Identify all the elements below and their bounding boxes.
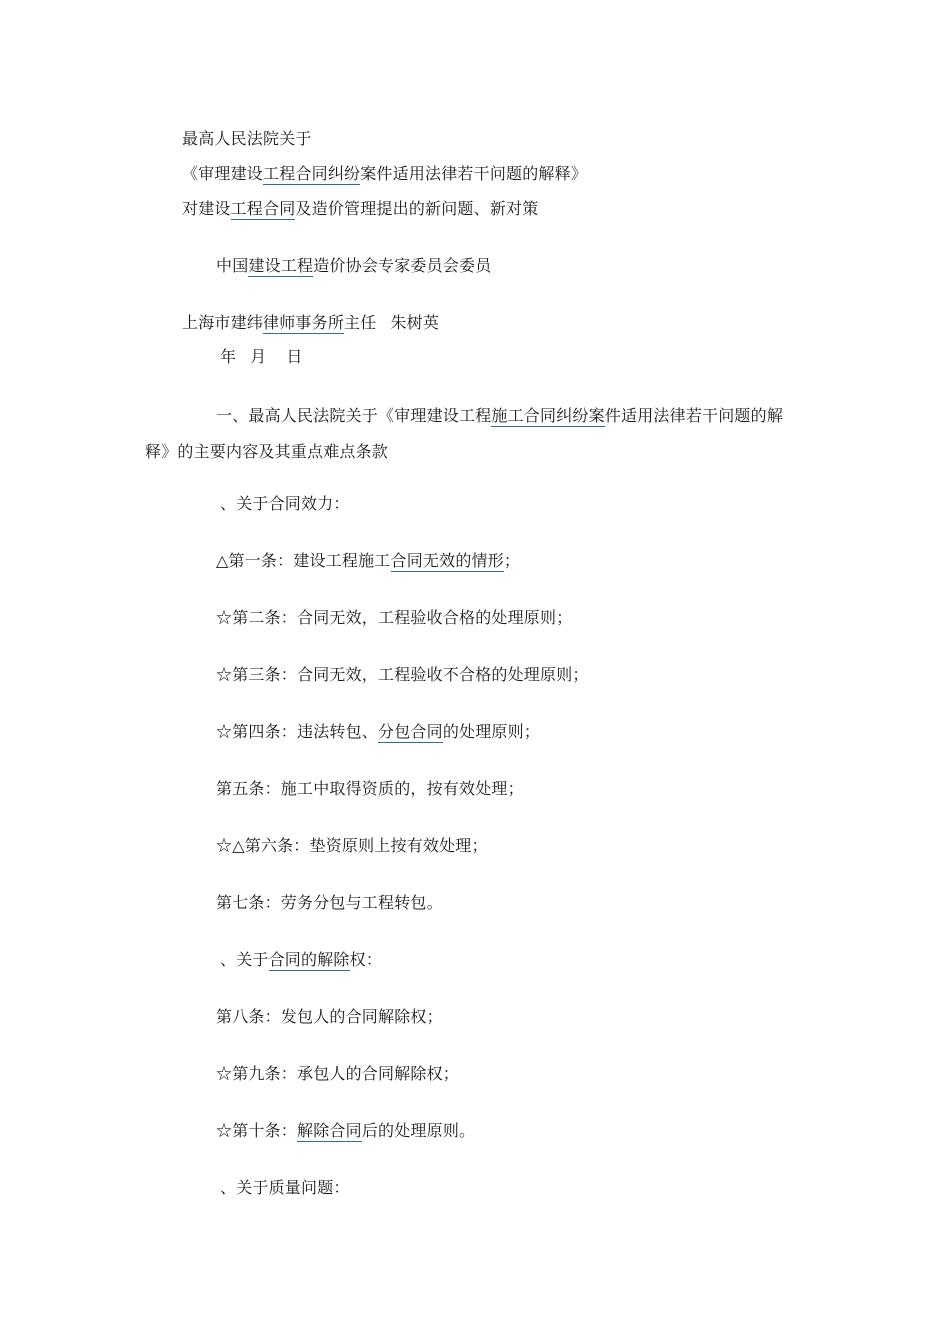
date-year: 年 [220, 347, 237, 366]
text: ； [503, 551, 521, 570]
text: 上海市建纬 [182, 313, 264, 332]
article-10 [216, 1120, 475, 1142]
doc-title-line-1 [182, 128, 312, 150]
link-contract-termination[interactable]: 合同的解除 [268, 950, 350, 969]
author-name: 朱树英 [390, 313, 440, 332]
link-terminate-contract[interactable]: 解除合同 [297, 1121, 362, 1140]
text: 的处理原则； [442, 722, 541, 741]
author-line [182, 312, 439, 334]
text: 一、最高人民法院关于《审理建设工程 [216, 406, 492, 425]
text: 造价协会专家委员会委员 [313, 256, 492, 275]
text: 及造价管理提出的新问题、新对策 [295, 199, 539, 218]
text: 中国 [216, 256, 249, 275]
article-3 [216, 664, 589, 686]
article-5 [216, 778, 524, 800]
text: 、关于 [220, 950, 269, 969]
text: 主任 [344, 313, 377, 332]
text: 第五条：施工中取得资质的，按有效处理； [216, 779, 524, 798]
link-contract-invalid-cases[interactable]: 合同无效的情形 [390, 551, 504, 570]
article-7 [216, 892, 443, 914]
article-9 [216, 1063, 459, 1085]
text: ☆第三条：合同无效，工程验收不合格的处理原则； [216, 665, 589, 684]
text: 案件适用法律若干问题的解释》 [360, 164, 588, 183]
author-affiliation [216, 255, 491, 277]
text: 《审理建设 [182, 164, 264, 183]
doc-title-line-3 [182, 198, 538, 220]
text: ☆第十条： [216, 1121, 298, 1140]
date-line [220, 346, 303, 368]
text: ☆第九条：承包人的合同解除权； [216, 1064, 460, 1083]
text: 后的处理原则。 [361, 1121, 476, 1140]
article-8 [216, 1006, 443, 1028]
text: 、关于合同效力： [220, 494, 350, 513]
doc-title-line-2 [182, 163, 587, 185]
article-4 [216, 721, 540, 743]
text: ☆第四条：违法转包、 [216, 722, 379, 741]
text: △第一条：建设工程施工 [216, 551, 391, 570]
text: ☆△第六条：垫资原则上按有效处理； [216, 836, 488, 855]
section-1-heading [145, 398, 805, 470]
article-2 [216, 607, 572, 629]
link-construction-contract-case[interactable]: 施工合同纠纷案 [491, 406, 605, 425]
date-month: 月 [250, 347, 267, 366]
link-subcontract[interactable]: 分包合同 [378, 722, 443, 741]
link-engineering-contract[interactable]: 工程合同 [230, 199, 296, 218]
link-construction-engineering[interactable]: 建设工程 [248, 256, 314, 275]
date-day: 日 [286, 347, 303, 366]
text: 第七条：劳务分包与工程转包。 [216, 893, 443, 912]
text: 权： [349, 950, 383, 969]
text: 最高人民法院关于 [182, 129, 312, 148]
article-6 [216, 835, 488, 857]
text: 第八条：发包人的合同解除权； [216, 1007, 443, 1026]
text: 、关于质量问题： [220, 1178, 350, 1197]
article-1 [216, 550, 520, 572]
text: ☆第二条：合同无效，工程验收合格的处理原则； [216, 608, 573, 627]
link-construction-contract-dispute[interactable]: 工程合同纠纷 [263, 164, 361, 183]
subheading-contract-termination [220, 949, 382, 971]
subheading-contract-validity [220, 493, 350, 515]
text: 件适用法律若干问题的解释》的主要内容及其重点难点条款 [145, 406, 784, 461]
text: 对建设 [182, 199, 231, 218]
link-law-firm[interactable]: 律师事务所 [263, 313, 345, 332]
subheading-quality [220, 1177, 350, 1199]
